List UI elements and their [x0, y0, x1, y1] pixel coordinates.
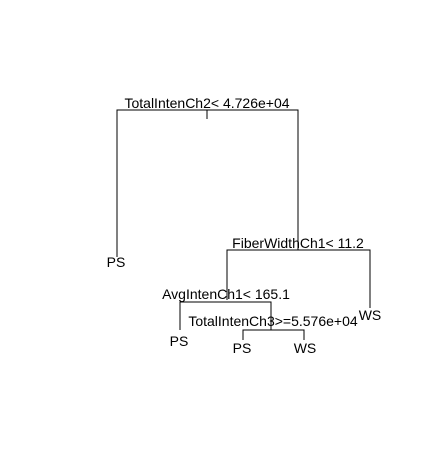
- leaf-ws-1: WS: [358, 307, 382, 323]
- leaf-ws-2: WS: [293, 340, 317, 356]
- fiberwidth-split-label: FiberWidthCh1< 11.2: [232, 235, 364, 251]
- avginten-split-label: AvgIntenCh1< 165.1: [162, 286, 290, 302]
- totalintench3-branch: [243, 330, 304, 340]
- totalintench3-split-label: TotalIntenCh3>=5.576e+04: [188, 313, 358, 329]
- leaf-ps-3: PS: [232, 340, 252, 356]
- leaf-ps-1: PS: [106, 254, 126, 270]
- leaf-ps-2: PS: [169, 333, 189, 349]
- root-split-label: TotalIntenCh2< 4.726e+04: [124, 95, 290, 111]
